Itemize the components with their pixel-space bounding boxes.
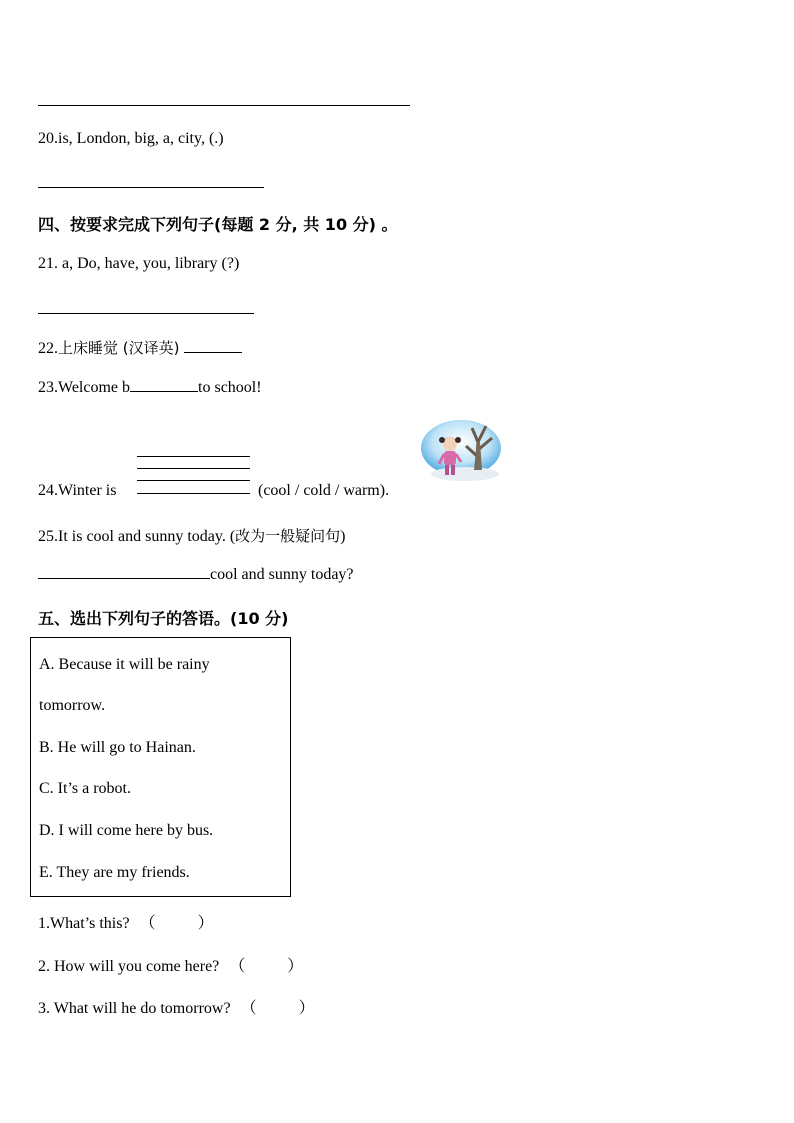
option-e: E. They are my friends.: [39, 864, 190, 881]
answer-line-24-c[interactable]: [137, 480, 250, 481]
question-25: [38, 525, 346, 546]
answer-blank-22[interactable]: [184, 352, 242, 353]
question-25-text: 25.It is cool and sunny today. (: [38, 528, 236, 545]
question-25-answer-suffix: cool and sunny today?: [210, 566, 354, 583]
answer-line-19[interactable]: [38, 105, 410, 106]
question-23: [38, 379, 262, 397]
question-25-instruction: 改为一般疑问句: [235, 527, 341, 545]
question-3-answer-bracket[interactable]: （ ）: [240, 1000, 315, 1017]
option-b: B. He will go to Hainan.: [39, 739, 196, 756]
question-22-number: 22.: [38, 340, 58, 357]
answer-blank-23[interactable]: [130, 391, 198, 392]
option-c: C. It’s a robot.: [39, 780, 131, 797]
question-2: [38, 953, 303, 976]
question-24-before: 24.Winter is: [38, 482, 117, 499]
question-22-instruction: (汉译英): [118, 339, 185, 357]
question-22: [38, 337, 242, 358]
question-23-before: 23.Welcome b: [38, 379, 131, 396]
question-23-after: to school!: [198, 379, 262, 396]
question-25-answer: [38, 566, 354, 584]
question-2-answer-bracket[interactable]: （ ）: [229, 958, 304, 975]
question-22-chinese: 上床睡觉: [58, 339, 119, 357]
question-3: [38, 995, 315, 1018]
question-1-text: 1.What’s this?: [38, 915, 130, 932]
section-4-heading: 四、按要求完成下列句子(每题 2 分, 共 10 分) 。: [38, 215, 398, 234]
question-25-close: ): [340, 528, 346, 545]
option-d: D. I will come here by bus.: [39, 822, 214, 839]
option-a-line2: tomorrow.: [39, 697, 106, 714]
answer-line-21[interactable]: [38, 313, 254, 314]
question-24-after: (cool / cold / warm).: [258, 482, 390, 499]
question-2-text: 2. How will you come here?: [38, 958, 220, 975]
question-21: 21. a, Do, have, you, library (?): [38, 255, 240, 272]
girl-in-winter-tree-illustration: [420, 420, 502, 490]
answer-line-24-b[interactable]: [137, 468, 250, 469]
option-a-line1: A. Because it will be rainy: [39, 656, 210, 673]
options-box: [30, 637, 291, 897]
answer-line-24-a[interactable]: [137, 456, 250, 457]
answer-line-24-d[interactable]: [137, 493, 250, 494]
answer-blank-25[interactable]: [38, 578, 210, 579]
section-5-heading: 五、选出下列句子的答语。(10 分): [38, 609, 289, 628]
question-1-answer-bracket[interactable]: （ ）: [139, 915, 214, 932]
question-3-text: 3. What will he do tomorrow?: [38, 1000, 231, 1017]
answer-line-20[interactable]: [38, 187, 264, 188]
question-20: 20.is, London, big, a, city, (.): [38, 130, 224, 147]
question-1: [38, 910, 214, 933]
